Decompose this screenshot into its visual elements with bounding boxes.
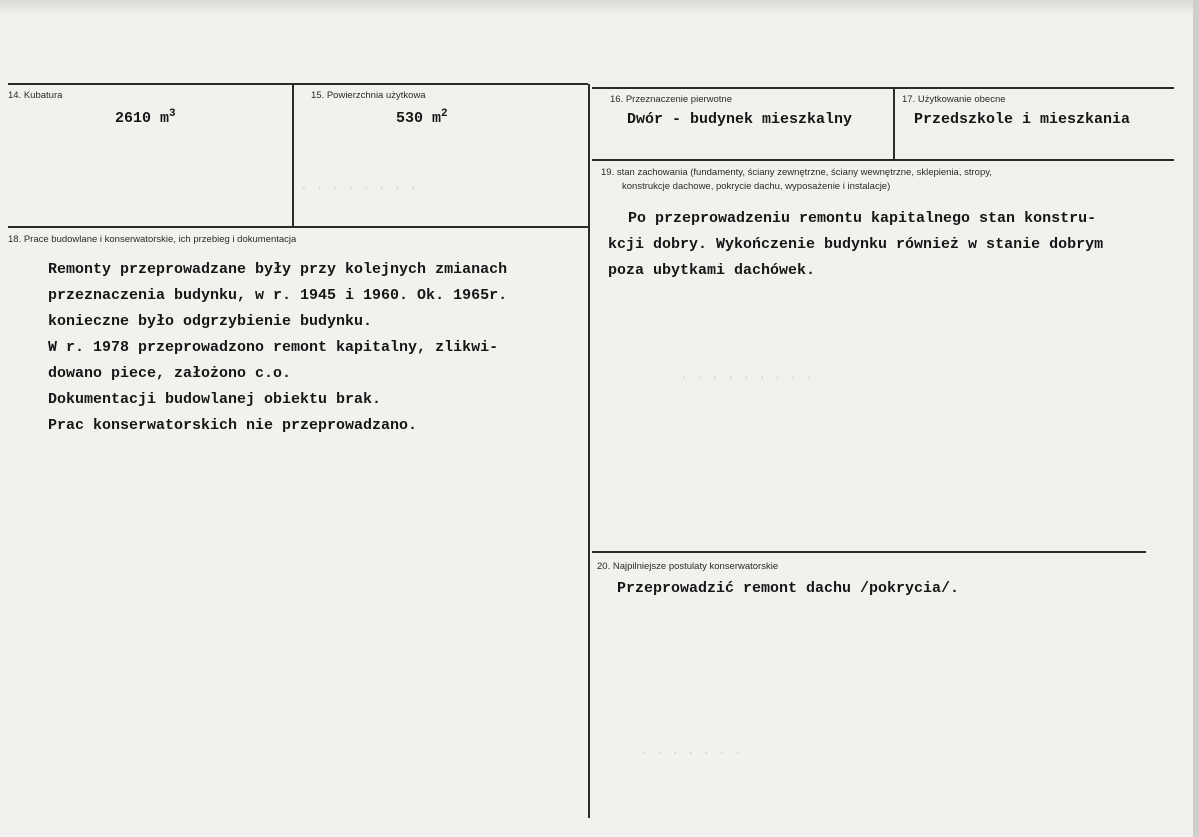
show-through-text: · · · · · · · · — [300, 180, 418, 195]
text-line: Dokumentacji budowlanej obiektu brak. — [48, 391, 382, 408]
field-16-label: 16. Przeznaczenie pierwotne — [610, 94, 732, 105]
text-line: W r. 1978 przeprowadzono remont kapitalny, zlikwi- — [48, 339, 499, 356]
rule-20-top — [592, 551, 1146, 553]
rule-18-top — [8, 226, 590, 228]
field-17-value: Przedszkole i mieszkania — [914, 111, 1131, 128]
rule-19-top — [592, 159, 1174, 161]
divider-14-15 — [292, 84, 294, 227]
field-15-value: 530 $m^2$ — [396, 108, 448, 127]
text-line: Po przeprowadzeniu remontu kapitalnego stan konstru- — [628, 210, 1097, 227]
field-19-label: 19. stan zachowania (fundamenty, ściany zewnętrzne, ściany wewnętrzne, sklepienia, stropy, — [601, 167, 992, 178]
show-through-text: · · · · · · · · · — [680, 370, 813, 385]
field-14-value: 2610 $m^3$ — [115, 108, 176, 127]
text-line: przeznaczenia budynku, w r. 1945 i 1960. Ok. 1965r. — [48, 287, 508, 304]
field-16-value: Dwór - budynek mieszkalny — [627, 111, 853, 128]
field-18-text — [48, 257, 507, 439]
field-20-label: 20. Najpilniejsze postulaty konserwatorskie — [597, 561, 779, 572]
text-line: dowano piece, założono c.o. — [48, 365, 292, 382]
show-through-text: · · · · · · · — [640, 745, 742, 760]
rule-top-left — [8, 83, 588, 85]
field-20-value: Przeprowadzić remont dachu /pokrycia/. — [617, 580, 960, 597]
card-right-edge — [1193, 0, 1199, 837]
text-line: Prac konserwatorskich nie przeprowadzano. — [48, 417, 418, 434]
field-18-label: 18. Prace budowlane i konserwatorskie, ich przebieg i dokumentacja — [8, 234, 297, 245]
field-19-label-cont: konstrukcje dachowe, pokrycie dachu, wyposażenie i instalacje) — [622, 181, 891, 192]
text-line: kcji dobry. Wykończenie budynku również w stanie dobrym — [608, 236, 1104, 253]
field-17-label: 17. Użytkowanie obecne — [902, 94, 1006, 105]
text-line: konieczne było odgrzybienie budynku. — [48, 313, 373, 330]
field-15-label: 15. Powierzchnia użytkowa — [311, 90, 426, 101]
rule-top-right — [592, 87, 1174, 89]
divider-16-17 — [893, 88, 895, 160]
text-line: Remonty przeprowadzane były przy kolejnych zmianach — [48, 261, 508, 278]
field-14-label: 14. Kubatura — [8, 90, 63, 101]
divider-center — [588, 84, 590, 818]
field-19-text — [608, 206, 1104, 284]
card-top-edge — [0, 0, 1199, 14]
text-line: poza ubytkami dachówek. — [608, 262, 816, 279]
